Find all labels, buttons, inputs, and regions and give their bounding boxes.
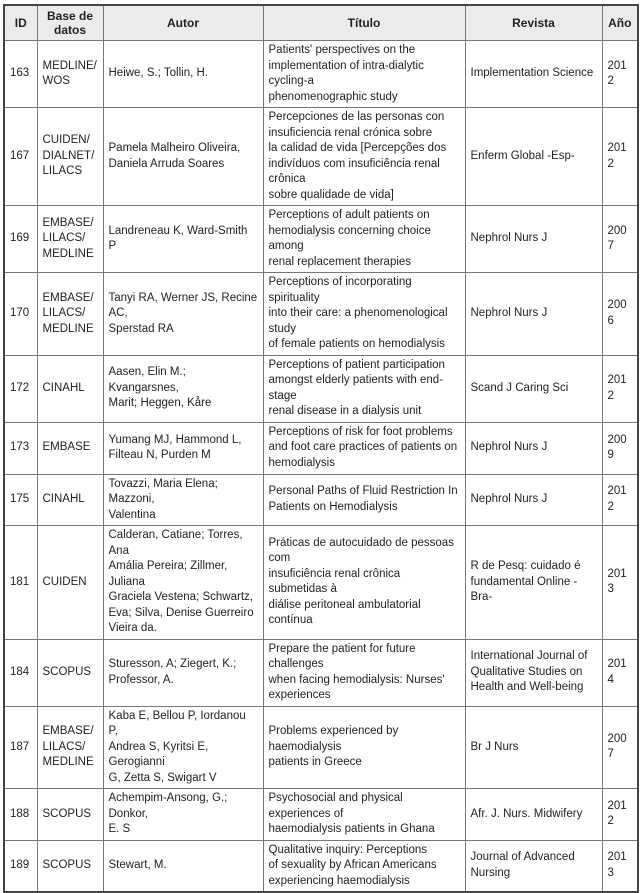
cell-journal-line: Enferm Global -Esp- (470, 149, 575, 162)
cell-id: 170 (4, 273, 37, 356)
cell-database-line: DIALNET/ (42, 149, 95, 162)
cell-author-line: Valentina (108, 508, 156, 521)
cell-journal (465, 273, 602, 356)
cell-journal (465, 474, 602, 526)
cell-id: 163 (4, 41, 37, 108)
cell-title-line: haemodialysis patients in Ghana (268, 823, 435, 835)
cell-year: 2012 (602, 108, 638, 206)
cell-database-line: MEDLINE (42, 322, 94, 335)
cell-title-line: experiencing haemodialysis (268, 874, 410, 887)
cell-title-line: diálise peritoneal ambulatorial contínua (268, 598, 421, 627)
table-row (4, 639, 638, 706)
cell-author (103, 422, 263, 474)
cell-title-line: into their care: a phenomenological study (268, 307, 448, 335)
header-author: Autor (103, 5, 263, 41)
cell-database (37, 526, 103, 640)
cell-author-line: Tovazzi, Maria Elena; Mazzoni, (108, 477, 218, 505)
cell-database-line: MEDLINE (42, 756, 94, 768)
cell-database-line: EMBASE/ (42, 291, 94, 304)
cell-database-line: EMBASE/ (42, 216, 94, 229)
cell-title-line: hemodialysis (268, 456, 335, 469)
cell-author (103, 273, 263, 356)
cell-journal-line: Nephrol Nurs J (470, 441, 548, 454)
cell-database-line: WOS (42, 75, 70, 87)
cell-journal-line: Nephrol Nurs J (470, 493, 548, 505)
cell-year: 2009 (602, 422, 638, 474)
cell-journal (465, 41, 602, 108)
cell-title-line: renal disease in a dialysis unit (268, 405, 422, 417)
cell-title (263, 789, 465, 841)
cell-author-line: Kaba E, Bellou P, Iordanou P, (108, 709, 246, 737)
cell-database (37, 639, 103, 706)
cell-journal-line: Afr. J. Nurs. Midwifery (470, 807, 583, 820)
table-row (4, 840, 638, 892)
cell-database (37, 840, 103, 892)
cell-title-line: phenomenographic study (268, 90, 398, 103)
cell-database (37, 706, 103, 789)
cell-database-line: LILACS/ (42, 307, 86, 319)
header-journal: Revista (465, 5, 602, 41)
cell-id: 169 (4, 206, 37, 273)
table-body (4, 41, 638, 893)
cell-author-line: Achempim-Ansong, G.; Donkor, (108, 792, 228, 820)
cell-journal (465, 526, 602, 640)
cell-title-line: of sexuality by African Americans (268, 859, 437, 871)
cell-database-line: SCOPUS (42, 859, 92, 871)
cell-author-line: Sturesson, A; Ziegert, K.; (108, 658, 237, 670)
cell-database-line: LILACS (42, 165, 83, 178)
cell-title (263, 840, 465, 892)
cell-year: 2007 (602, 706, 638, 789)
cell-database-line: LILACS/ (42, 740, 86, 753)
cell-author-line: Pamela Malheiro Oliveira, (108, 142, 241, 154)
cell-author-line: Calderan, Catiane; Torres, Ana (108, 529, 243, 557)
cell-database (37, 355, 103, 422)
cell-year: 2013 (602, 526, 638, 640)
cell-journal (465, 108, 602, 206)
cell-database-line: SCOPUS (42, 665, 92, 678)
table-row (4, 108, 638, 206)
cell-journal (465, 706, 602, 789)
cell-author (103, 474, 263, 526)
cell-author-line: E. S (108, 823, 131, 835)
cell-title-line: Psychosocial and physical experiences of (268, 792, 403, 820)
table-row (4, 706, 638, 789)
cell-database (37, 108, 103, 206)
cell-title (263, 474, 465, 526)
cell-title-line: insuficiência renal crônica submetidas à (268, 567, 401, 596)
cell-author (103, 840, 263, 892)
cell-database-line: CINAHL (42, 381, 85, 394)
cell-author-line: Amália Pereira; Zillmer, Juliana (108, 560, 228, 588)
cell-journal-line: Nephrol Nurs J (470, 232, 548, 245)
table-header-row (4, 5, 638, 41)
cell-id: 188 (4, 789, 37, 841)
cell-title-line: insuficiencia renal crónica sobre (268, 126, 433, 139)
cell-title-line: Personal Paths of Fluid Restriction In (268, 485, 458, 498)
cell-author-line: G, Zetta S, Swigart V (108, 771, 217, 784)
table-row (4, 273, 638, 356)
cell-title (263, 526, 465, 640)
cell-database (37, 41, 103, 108)
cell-year: 2013 (602, 840, 638, 892)
cell-title-line: Patients' perspectives on the (268, 44, 416, 56)
cell-title (263, 422, 465, 474)
table-row (4, 422, 638, 474)
cell-title-line: Perceptions of patient participation (268, 358, 445, 371)
cell-database-line: MEDLINE/ (42, 59, 97, 72)
cell-title (263, 355, 465, 422)
cell-title-line: Qualitative inquiry: Perceptions (268, 843, 428, 856)
cell-id: 167 (4, 108, 37, 206)
cell-author-line: Tanyi RA, Werner JS, Recine AC, (108, 291, 258, 319)
cell-title-line: experiences (268, 689, 331, 701)
cell-author (103, 526, 263, 640)
table-row (4, 41, 638, 108)
cell-journal-line: Qualitative Studies on (470, 665, 583, 678)
cell-title (263, 108, 465, 206)
cell-title-line: and foot care practices of patients on (268, 441, 458, 454)
cell-database-line: CUIDEN (42, 575, 87, 588)
cell-author-line: Andrea S, Kyritsi E, Gerogianni (108, 740, 209, 768)
cell-title-line: la calidad de vida [Percepções dos (268, 142, 447, 154)
cell-year: 2012 (602, 355, 638, 422)
cell-database-line: CUIDEN/ (42, 134, 90, 147)
cell-author-line: Heiwe, S.; Tollin, H. (108, 67, 208, 80)
cell-author-line: Eva; Silva, Denise Guerreiro (108, 606, 254, 619)
cell-author-line: Yumang MJ, Hammond L, (108, 433, 242, 446)
cell-id: 181 (4, 526, 37, 640)
cell-database-line: LILACS/ (42, 232, 86, 245)
cell-journal-line: International Journal of (470, 650, 588, 663)
cell-database-line: MEDLINE (42, 247, 94, 260)
cell-title (263, 206, 465, 273)
cell-year: 2012 (602, 789, 638, 841)
header-id: ID (4, 5, 37, 41)
cell-year: 2007 (602, 206, 638, 273)
cell-title-line: hemodialysis concerning choice among (268, 224, 431, 252)
cell-author (103, 639, 263, 706)
cell-database (37, 474, 103, 526)
cell-database (37, 273, 103, 356)
cell-title (263, 273, 465, 356)
cell-title-line: Prepare the patient for future challenges (268, 642, 416, 670)
cell-journal-line: R de Pesq: cuidado é (470, 560, 581, 572)
cell-author (103, 41, 263, 108)
cell-author (103, 355, 263, 422)
cell-title-line: Perceptions of adult patients on (268, 209, 430, 221)
cell-title-line: Perceptions of risk for foot problems (268, 425, 453, 438)
cell-database-line: CINAHL (42, 493, 85, 505)
cell-journal-line: Health and Well-being (470, 681, 584, 694)
cell-author-line: Landreneau K, Ward-Smith P (108, 224, 248, 252)
cell-title-line: Problems experienced by haemodialysis (268, 725, 399, 753)
cell-author-line: Vieira da. (108, 622, 157, 634)
cell-title (263, 41, 465, 108)
cell-title-line: of female patients on hemodialysis (268, 338, 445, 350)
cell-id: 189 (4, 840, 37, 892)
cell-author-line: Aasen, Elin M.; Kvangarsnes, (108, 366, 186, 394)
cell-id: 184 (4, 639, 37, 706)
cell-title-line: indivíduos com insuficiência renal crônica (268, 157, 440, 185)
cell-journal (465, 206, 602, 273)
cell-journal (465, 639, 602, 706)
header-database: Base de datos (37, 5, 103, 41)
cell-author (103, 789, 263, 841)
cell-database (37, 422, 103, 474)
cell-author (103, 706, 263, 789)
cell-title-line: patients in Greece (268, 756, 362, 768)
cell-title-line: sobre qualidade de vida] (268, 188, 394, 201)
header-title: Título (263, 5, 465, 41)
cell-author-line: Sperstad RA (108, 322, 174, 335)
table-row (4, 474, 638, 526)
cell-title-line: Perceptions of incorporating spirituality (268, 276, 412, 304)
cell-year: 2006 (602, 273, 638, 356)
cell-journal (465, 840, 602, 892)
cell-title (263, 706, 465, 789)
references-table (3, 4, 639, 893)
table-row (4, 206, 638, 273)
table-row (4, 789, 638, 841)
cell-journal-line: Journal of Advanced (470, 851, 575, 864)
cell-database (37, 206, 103, 273)
cell-database-line: SCOPUS (42, 807, 92, 820)
cell-journal (465, 422, 602, 474)
cell-author-line: Daniela Arruda Soares (108, 157, 225, 170)
cell-author-line: Graciela Vestena; Schwartz, (108, 591, 253, 603)
references-table-container (3, 4, 637, 893)
cell-title-line: when facing hemodialysis: Nurses' (268, 673, 445, 686)
cell-title-line: Patients on Hemodialysis (268, 500, 398, 513)
cell-title (263, 639, 465, 706)
cell-database (37, 789, 103, 841)
cell-year: 2012 (602, 41, 638, 108)
cell-database-line: EMBASE (42, 441, 91, 454)
table-row (4, 355, 638, 422)
table-row (4, 526, 638, 640)
cell-title-line: renal replacement therapies (268, 255, 412, 268)
cell-journal-line: Br J Nurs (470, 740, 519, 753)
cell-author-line: Filteau N, Purden M (108, 449, 211, 461)
cell-id: 173 (4, 422, 37, 474)
cell-author-line: Professor, A. (108, 673, 174, 686)
cell-journal (465, 789, 602, 841)
cell-author-line: Marit; Heggen, Kåre (108, 397, 212, 410)
cell-title-line: amongst elderly patients with end-stage (268, 374, 444, 402)
cell-database-line: EMBASE/ (42, 725, 94, 737)
cell-journal-line: Nephrol Nurs J (470, 307, 548, 319)
cell-journal-line: fundamental Online -Bra- (470, 575, 578, 603)
cell-author (103, 206, 263, 273)
cell-journal-line: Implementation Science (470, 67, 594, 80)
cell-title-line: Práticas de autocuidado de pessoas com (268, 536, 454, 565)
cell-journal-line: Nursing (470, 866, 511, 879)
cell-id: 172 (4, 355, 37, 422)
cell-author-line: Stewart, M. (108, 859, 167, 871)
cell-id: 187 (4, 706, 37, 789)
cell-year: 2014 (602, 639, 638, 706)
cell-journal-line: Scand J Caring Sci (470, 381, 569, 394)
cell-author (103, 108, 263, 206)
cell-id: 175 (4, 474, 37, 526)
cell-journal (465, 355, 602, 422)
cell-title-line: Percepciones de las personas con (268, 111, 445, 123)
header-year: Año (602, 5, 638, 41)
cell-title-line: implementation of intra-dialytic cycling-a (268, 59, 424, 87)
cell-year: 2012 (602, 474, 638, 526)
